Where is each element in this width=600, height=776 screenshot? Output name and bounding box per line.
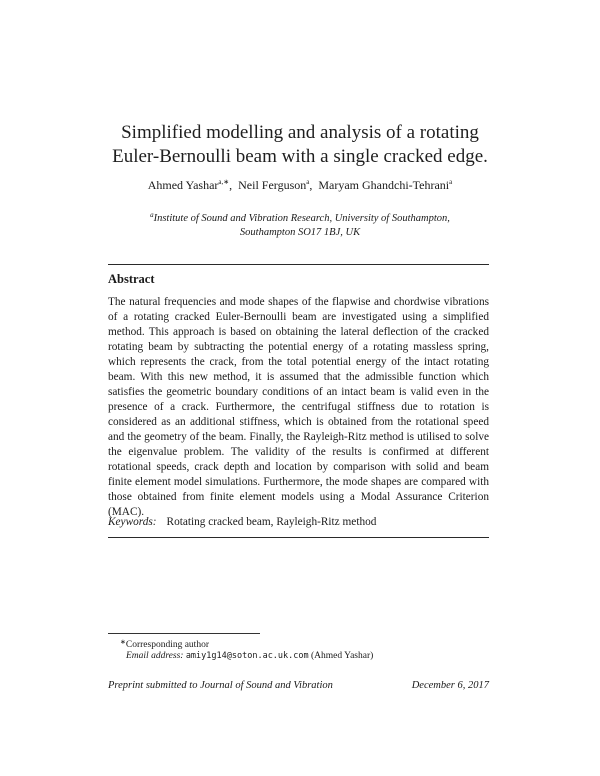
author-name: Maryam Ghandchi-Tehrani [318, 178, 450, 192]
footnote-rule [108, 633, 260, 634]
abstract-bottom-rule [108, 537, 489, 538]
affiliation-line-2: Southampton SO17 1BJ, UK [239, 227, 361, 238]
author-affil-mark: a,∗ [218, 178, 230, 186]
author-list: Ahmed Yashar$^{a,∗}$, Neil Ferguson$^a$, Maryam Ghandchi-Tehrani$^a$ [147, 178, 453, 192]
affiliation [110, 208, 490, 240]
affiliation-mark: a [150, 211, 154, 219]
preprint-date: December 6, 2017 [411, 680, 489, 691]
keywords-text: Rotating cracked beam, Rayleigh-Ritz method [166, 516, 377, 528]
author-name: Ahmed Yashar [147, 178, 219, 192]
author-affil-mark: a [306, 178, 310, 186]
email-author-name: (Ahmed Yashar) [311, 651, 374, 661]
abstract-text: The natural frequencies and mode shapes of the flapwise and chordwise vibrations of a rotating cracked Euler-Bernoulli beam are investigated using a simplified method. This approach is based on obtaining the lateral deflection of the cracked rotating beam by subtracting the potential energy of a rotating massless spring, which represents the crack, from the total potential energy of the intact rotating beam. With this new method, it is assumed that the admissible function which satisfies the geometric boundary conditions of an intact beam is valid even in the presence of a crack. Furthermore, the centrifugal stiffness due to rotation is considered as an additional stiffness, which is obtained from the rotational speed and the geometry of the beam. Finally, the Rayleigh-Ritz method is utilised to solve the eigenvalue problem. The validity of the results is confirmed at different rotational speeds, crack depth and location by comparison with solid and beam finite element model simulations. Furthermore, the mode shapes are compared with those obtained from finite element models using a Modal Assurance Criterion (MAC). [108, 296, 489, 518]
email-address[interactable]: amiy1g14@soton.ac.uk.com [185, 651, 309, 661]
keywords [108, 516, 376, 528]
email-label: Email address: [126, 651, 184, 661]
title-line-2: Euler-Bernoulli beam with a single cracked edge. [112, 146, 488, 167]
preprint-note: Preprint submitted to Journal of Sound and Vibration [108, 680, 333, 691]
author-name: Neil Ferguson [238, 178, 307, 192]
abstract-top-rule [108, 264, 489, 265]
author-affil-mark: a [449, 178, 453, 186]
corresponding-author-label: Corresponding author [125, 640, 209, 650]
title-line-1: Simplified modelling and analysis of a rotating [121, 122, 479, 143]
keywords-label: Keywords: [108, 516, 157, 528]
paper-title [60, 121, 540, 169]
abstract-heading: Abstract [108, 272, 155, 286]
footnote-corresponding [120, 638, 209, 650]
footnote-mark: ∗ [120, 638, 126, 646]
footnote-email [126, 651, 373, 661]
affiliation-line-1: Institute of Sound and Vibration Research, University of Southampton, [153, 213, 450, 224]
